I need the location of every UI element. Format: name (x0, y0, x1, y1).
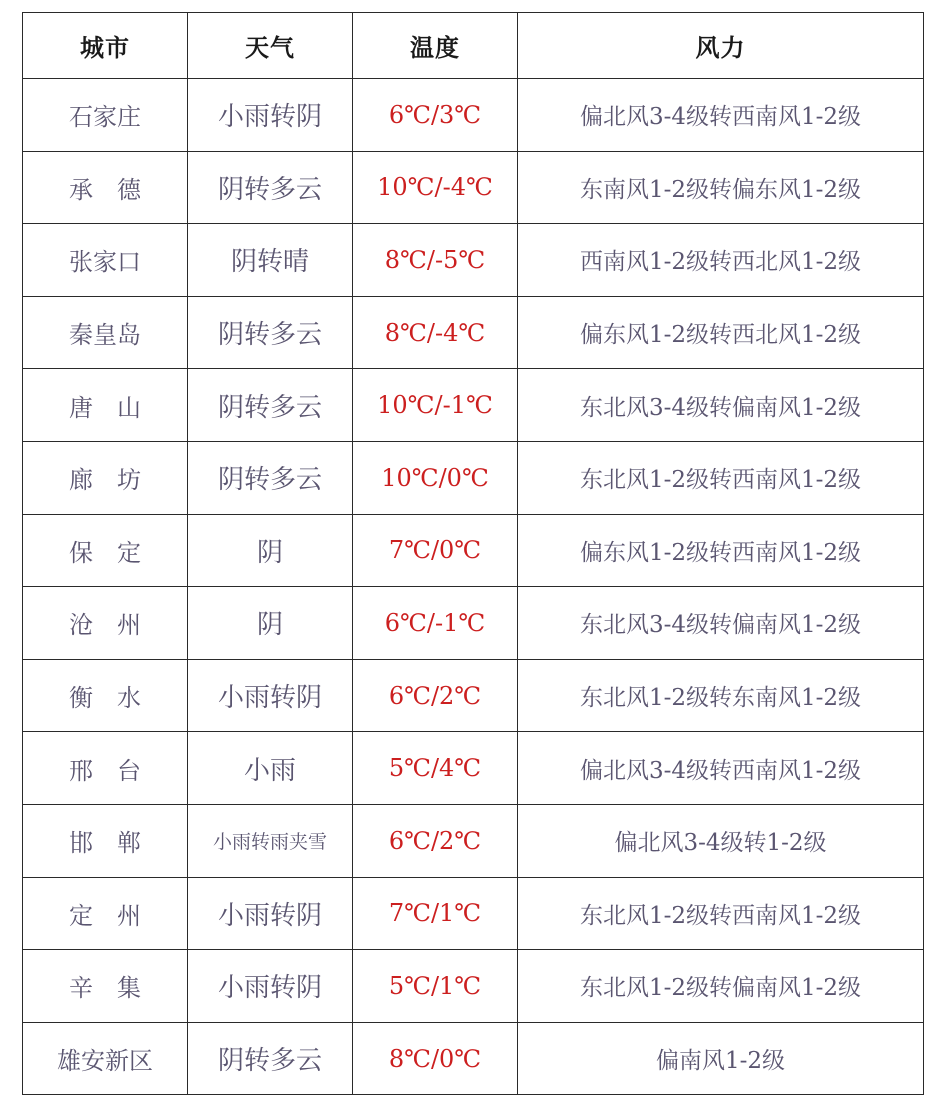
table-row (23, 877, 924, 950)
weather-cell: 小雨 (188, 732, 353, 805)
table-row (23, 1022, 924, 1095)
weather-cell: 阴 (188, 514, 353, 587)
wind-cell: 偏东风1-2级转西南风1-2级 (518, 514, 924, 587)
temperature-cell: 6℃/3℃ (353, 79, 518, 152)
wind-cell: 东北风1-2级转东南风1-2级 (518, 659, 924, 732)
city-cell: 保 定 (23, 514, 188, 587)
temperature-cell: 8℃/0℃ (353, 1022, 518, 1095)
city-cell: 唐 山 (23, 369, 188, 442)
city-cell: 辛 集 (23, 950, 188, 1023)
temperature-cell: 8℃/-4℃ (353, 296, 518, 369)
table-body (23, 79, 924, 1095)
weather-cell: 小雨转阴 (188, 877, 353, 950)
weather-cell: 小雨转阴 (188, 659, 353, 732)
wind-cell: 西南风1-2级转西北风1-2级 (518, 224, 924, 297)
table-row (23, 441, 924, 514)
table-row (23, 79, 924, 152)
wind-cell: 东北风1-2级转西南风1-2级 (518, 877, 924, 950)
weather-cell: 阴 (188, 587, 353, 660)
table-row (23, 732, 924, 805)
weather-cell: 阴转晴 (188, 224, 353, 297)
wind-cell: 偏北风3-4级转1-2级 (518, 804, 924, 877)
temperature-cell: 6℃/2℃ (353, 804, 518, 877)
wind-cell: 东北风3-4级转偏南风1-2级 (518, 587, 924, 660)
weather-cell: 小雨转雨夹雪 (188, 804, 353, 877)
wind-cell: 东北风1-2级转偏南风1-2级 (518, 950, 924, 1023)
wind-cell: 东南风1-2级转偏东风1-2级 (518, 151, 924, 224)
city-cell: 廊 坊 (23, 441, 188, 514)
weather-cell: 阴转多云 (188, 1022, 353, 1095)
temperature-cell: 7℃/1℃ (353, 877, 518, 950)
weather-cell: 阴转多云 (188, 441, 353, 514)
city-cell: 承 德 (23, 151, 188, 224)
temperature-cell: 7℃/0℃ (353, 514, 518, 587)
wind-cell: 偏南风1-2级 (518, 1022, 924, 1095)
city-cell: 沧 州 (23, 587, 188, 660)
city-cell: 邢 台 (23, 732, 188, 805)
temperature-cell: 5℃/4℃ (353, 732, 518, 805)
temperature-cell: 10℃/-4℃ (353, 151, 518, 224)
header-city: 城市 (23, 13, 188, 79)
table-row (23, 224, 924, 297)
temperature-cell: 10℃/0℃ (353, 441, 518, 514)
header-temperature: 温度 (353, 13, 518, 79)
wind-cell: 偏北风3-4级转西南风1-2级 (518, 732, 924, 805)
table-row (23, 659, 924, 732)
table-row (23, 950, 924, 1023)
weather-cell: 阴转多云 (188, 151, 353, 224)
city-cell: 张家口 (23, 224, 188, 297)
table-row (23, 296, 924, 369)
table-row (23, 151, 924, 224)
table-row (23, 514, 924, 587)
city-cell: 石家庄 (23, 79, 188, 152)
temperature-cell: 6℃/2℃ (353, 659, 518, 732)
city-cell: 雄安新区 (23, 1022, 188, 1095)
city-cell: 定 州 (23, 877, 188, 950)
wind-cell: 偏北风3-4级转西南风1-2级 (518, 79, 924, 152)
weather-cell: 小雨转阴 (188, 79, 353, 152)
header-wind: 风力 (518, 13, 924, 79)
table-row (23, 369, 924, 442)
wind-cell: 东北风1-2级转西南风1-2级 (518, 441, 924, 514)
weather-cell: 小雨转阴 (188, 950, 353, 1023)
header-row (23, 13, 924, 79)
wind-cell: 东北风3-4级转偏南风1-2级 (518, 369, 924, 442)
temperature-cell: 5℃/1℃ (353, 950, 518, 1023)
city-cell: 秦皇岛 (23, 296, 188, 369)
wind-cell: 偏东风1-2级转西北风1-2级 (518, 296, 924, 369)
weather-table (22, 12, 924, 1095)
weather-cell: 阴转多云 (188, 296, 353, 369)
temperature-cell: 10℃/-1℃ (353, 369, 518, 442)
weather-cell: 阴转多云 (188, 369, 353, 442)
table-row (23, 587, 924, 660)
city-cell: 衡 水 (23, 659, 188, 732)
header-weather: 天气 (188, 13, 353, 79)
temperature-cell: 8℃/-5℃ (353, 224, 518, 297)
table-row (23, 804, 924, 877)
temperature-cell: 6℃/-1℃ (353, 587, 518, 660)
table-header (23, 13, 924, 79)
city-cell: 邯 郸 (23, 804, 188, 877)
